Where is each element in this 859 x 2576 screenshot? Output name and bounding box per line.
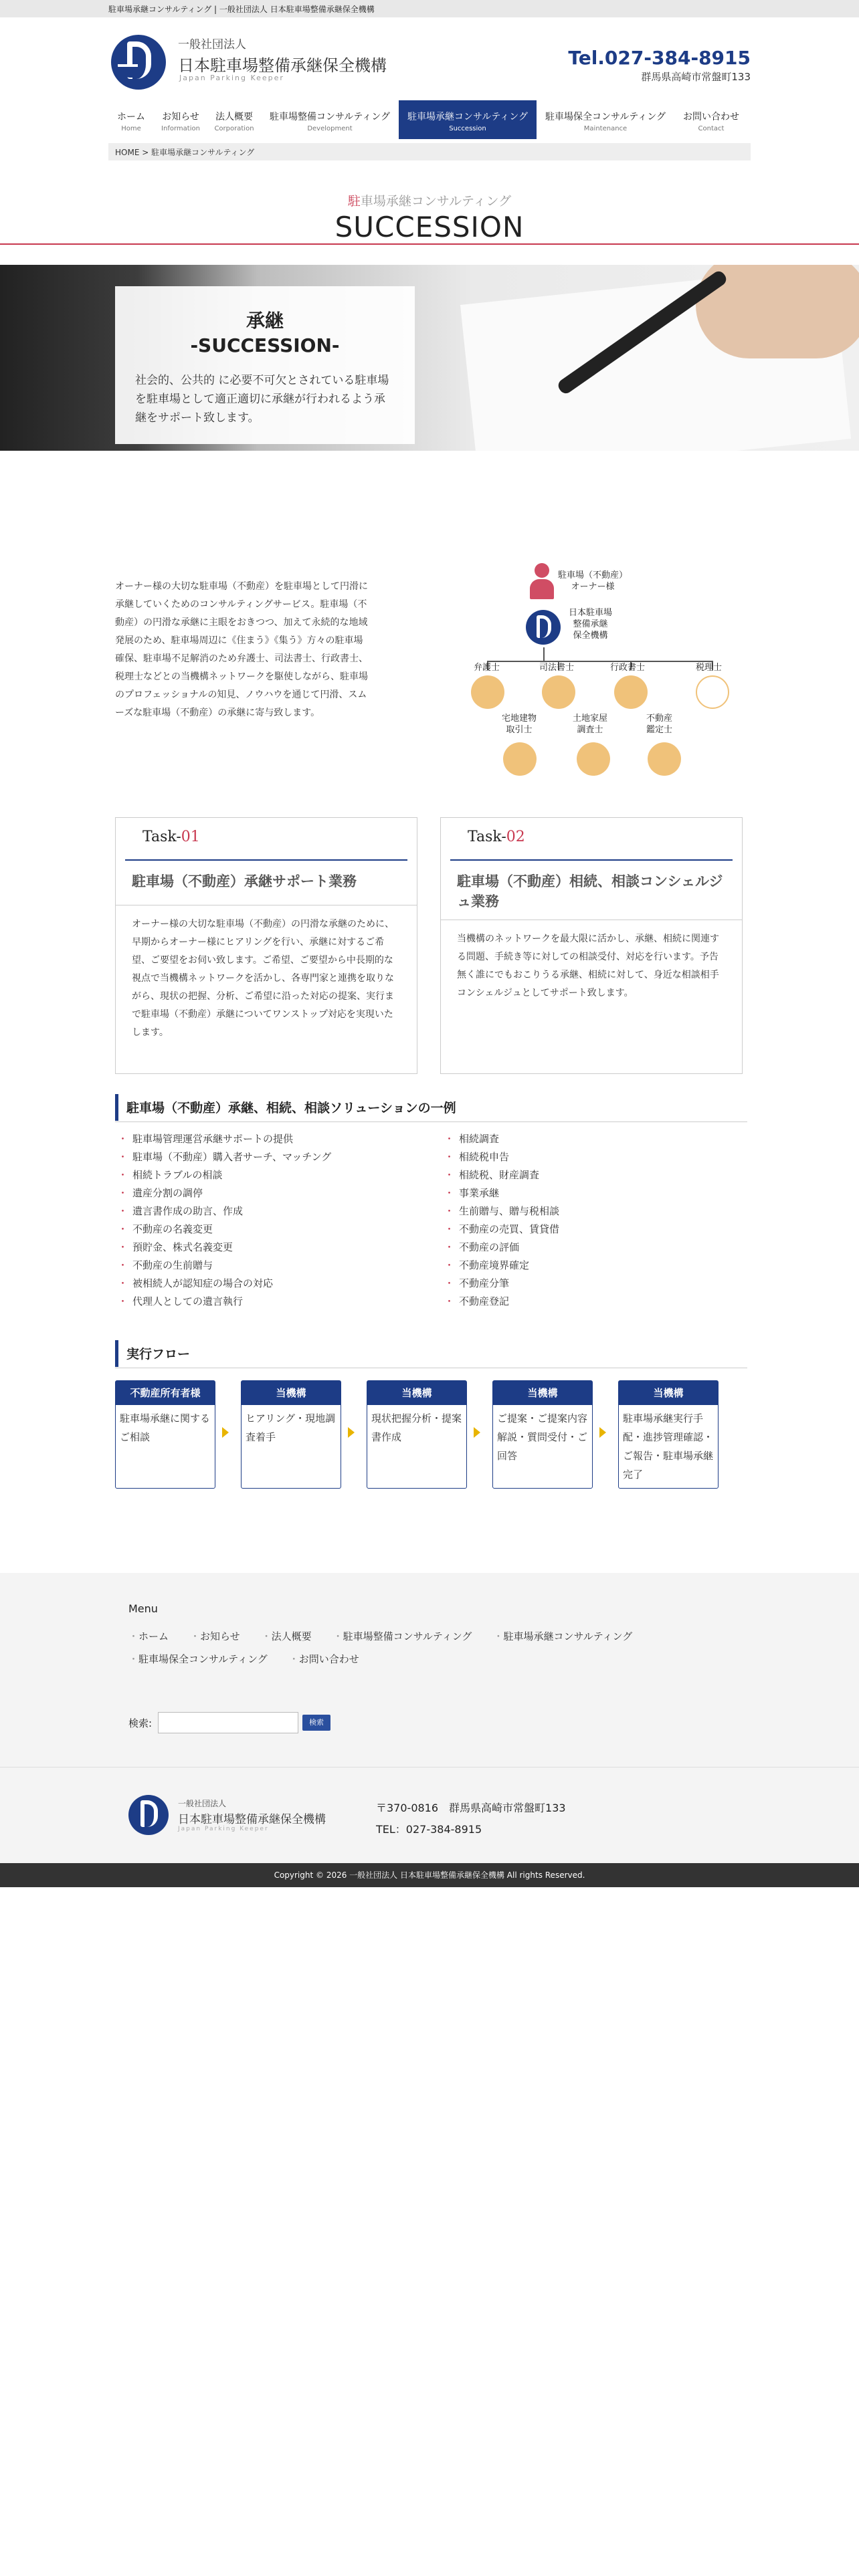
diagram-admin-scrivener: 行政書士: [610, 663, 646, 673]
diagram-realestate-broker: 宅地建物 取引士: [502, 714, 537, 735]
step-label: 当機構: [493, 1381, 592, 1405]
list-item: ・ 遺産分割の調停: [115, 1184, 331, 1202]
solutions-list-left: [115, 1130, 331, 1311]
nav-item-information[interactable]: [154, 100, 207, 139]
search-label: 検索:: [128, 1717, 153, 1729]
sunflower-icon: [542, 675, 575, 709]
task-card-01: [115, 817, 417, 1074]
list-item: ・ 被相続人が認知症の場合の対応: [115, 1275, 331, 1293]
solutions-list-right: [442, 1130, 559, 1311]
page-title-main: SUCCESSION: [335, 211, 524, 243]
step-label: 当機構: [619, 1381, 718, 1405]
footer-link-home[interactable]: ・ ホーム: [128, 1625, 169, 1648]
list-item: ・ 駐車場管理運営承継サポートの提供: [115, 1130, 331, 1148]
flow-step-5: [618, 1380, 719, 1489]
footer-link-maintenance[interactable]: ・ 駐車場保全コンサルティング: [128, 1648, 268, 1671]
org-en: Japan Parking Keeper: [179, 74, 284, 82]
hero-banner: [0, 265, 859, 451]
step-text: ご提案・ご提案内容解説・質問受付・ご回答: [497, 1412, 588, 1462]
nav-label: 駐車場整備コンサルティング: [270, 112, 390, 122]
diagram-tax-accountant: 税理士: [696, 663, 723, 673]
list-item: ・ 不動産の売買、賃貸借: [442, 1220, 559, 1239]
footer-org-en: Japan Parking Keeper: [178, 1826, 269, 1832]
footer-org-small: 一般社団法人: [178, 1799, 227, 1808]
diagram-appraiser: 不動産 鑑定士: [646, 714, 673, 735]
list-item: ・ 不動産の生前贈与: [115, 1257, 331, 1275]
nav-label: 法人概要: [215, 112, 253, 122]
footer-menu: [128, 1625, 731, 1671]
flow-arrow-icon: [474, 1427, 480, 1438]
step-label: 不動産所有者様: [116, 1381, 215, 1405]
nav-sublabel: Home: [121, 125, 141, 132]
list-item: ・ 不動産の名義変更: [115, 1220, 331, 1239]
task-underline: [125, 859, 407, 861]
hero-textbox: [115, 286, 415, 444]
owner-icon: [530, 563, 554, 599]
hero-heading: 承継: [246, 310, 284, 332]
diagram-connector: [487, 661, 712, 662]
list-item: ・ 不動産の評価: [442, 1239, 559, 1257]
global-nav: [108, 100, 751, 139]
site-header: [108, 32, 751, 96]
footer-org-name: 日本駐車場整備承継保全機構: [178, 1813, 326, 1826]
nav-label: ホーム: [117, 112, 145, 122]
task-title: 駐車場（不動産）相続、相談コンシェルジュ業務: [457, 873, 723, 909]
flow-heading: 実行フロー: [115, 1340, 744, 1367]
list-item: ・ 事業承継: [442, 1184, 559, 1202]
footer-link-contact[interactable]: ・ お問い合わせ: [289, 1648, 359, 1671]
list-item: ・ 相続税申告: [442, 1148, 559, 1166]
list-item: ・ 相続トラブルの相談: [115, 1166, 331, 1184]
chrysanthemum-icon: [696, 675, 729, 709]
task-label: Task-02: [468, 829, 525, 845]
sunrise-icon: [648, 742, 681, 776]
footer-link-development[interactable]: ・ 駐車場整備コンサルティング: [333, 1625, 472, 1648]
copyright: Copyright © 2026 一般社団法人 日本駐車場整備承継保全機構 All rights Reserved.: [0, 1863, 859, 1887]
top-bar: [0, 0, 859, 17]
nav-label: 駐車場承継コンサルティング: [407, 112, 528, 122]
nav-item-corporation[interactable]: [207, 100, 261, 139]
task-underline: [450, 859, 733, 861]
nav-item-home[interactable]: [108, 100, 154, 139]
hero-description: 社会的、公共的 に必要不可欠とされている駐車場を駐車場として適正適切に承継が行われるよう承継をサポート致します。: [135, 374, 389, 425]
nav-item-contact[interactable]: [674, 100, 748, 139]
org-small: 一般社団法人: [178, 38, 246, 51]
search-form: [128, 1716, 324, 1730]
flow-step-4: [492, 1380, 593, 1489]
step-text: 駐車場承継実行手配・進捗管理確認・ご報告・駐車場承継完了: [623, 1412, 714, 1481]
flower-badge-icon: [614, 675, 648, 709]
footer-tel: TEL：027-384-8915: [376, 1823, 482, 1836]
search-button[interactable]: 検索: [302, 1715, 330, 1731]
list-item: ・ 不動産分筆: [442, 1275, 559, 1293]
list-item: ・ 生前贈与、贈与税相談: [442, 1202, 559, 1220]
header-address: 群馬県高崎市常盤町133: [641, 71, 751, 83]
list-item: ・ 駐車場（不動産）購入者サーチ、マッチング: [115, 1148, 331, 1166]
flow-arrow-icon: [599, 1427, 606, 1438]
flow-arrow-icon: [348, 1427, 355, 1438]
intro-text: オーナー様の大切な駐車場（不動産）を駐車場として円滑に承継していくためのコンサルティングサービス。駐車場（不動産）の円滑な承継に主眼をおきつつ、加えて永続的な地域発展のため、駐車場周辺に《住まう》《集う》方々の駐車場確保、駐車場不足解消のため弁護士、司法書士、行政書士、税理士などとの当機構ネットワークを駆使しながら、駐車場のプロフェッショナルの知見、ノウハウを通じて円滑、スムーズな駐車場（不動産）の承継に寄与致します。: [115, 581, 368, 718]
solutions-heading: 駐車場（不動産）承継、相続、相談ソリューションの一例: [115, 1094, 744, 1121]
flow-step-2: [241, 1380, 341, 1489]
step-text: 駐車場承継に関するご相談: [120, 1412, 211, 1443]
subtitle-highlight: 駐: [347, 194, 361, 209]
nav-sublabel: Information: [161, 125, 200, 132]
diagram-center-label: 日本駐車場 整備承継 保全機構: [569, 608, 613, 641]
task-text: 当機構のネットワークを最大限に活かし、承継、相続に関連する問題、手続き等に対しての相談受付、対応を行います。予告無く誰にでもおこりうる承継、相続に対して、身近な相談相手コンシェルジュとしてサポート致します。: [457, 934, 719, 998]
nav-sublabel: Contact: [698, 125, 725, 132]
flow-arrow-icon: [222, 1427, 229, 1438]
nav-item-development[interactable]: [261, 100, 399, 139]
nav-label: 駐車場保全コンサルティング: [545, 112, 666, 122]
footer-address: [376, 1798, 566, 1840]
org-name: 日本駐車場整備承継保全機構: [178, 56, 387, 75]
flow-step-1: [115, 1380, 215, 1489]
nav-label: お問い合わせ: [683, 112, 739, 122]
top-bar-text: 駐車場承継コンサルティング | 一般社団法人 日本駐車場整備承継保全機構: [108, 5, 375, 14]
nav-label: お知らせ: [162, 112, 199, 122]
nav-item-succession[interactable]: [399, 100, 537, 139]
list-item: ・ 遺言書作成の助言、作成: [115, 1202, 331, 1220]
task-text: オーナー様の大切な駐車場（不動産）の円滑な承継のために、早期からオーナー様にヒアリングを行い、承継に対するご希望、ご要望をお伺い致します。ご希望、ご要望から中長期的な視点で当機構ネットワークを活かし、各専門家と連携を取りながら、現状の把握、分析、ご希望に沿った対応の提案、実行まで駐車場（不動産）承継についてワンストップ対応を実現いたします。: [132, 919, 394, 1038]
list-item: ・ 不動産登記: [442, 1293, 559, 1311]
search-input[interactable]: [158, 1712, 298, 1733]
flow-step-3: [367, 1380, 467, 1489]
list-item: ・ 不動産境界確定: [442, 1257, 559, 1275]
phone-number[interactable]: Tel.027-384-8915: [568, 47, 751, 69]
hero-heading-en: -SUCCESSION-: [190, 334, 340, 356]
diagram-owner-label: 駐車場（不動産） オーナー様: [558, 570, 628, 592]
page-subtitle: [0, 191, 859, 209]
footer-postal: 〒370-0816 群馬県高崎市常盤町133: [376, 1802, 566, 1814]
list-item: ・ 預貯金、株式名義変更: [115, 1239, 331, 1257]
footer-menu-heading: Menu: [128, 1602, 158, 1615]
list-item: ・ 相続調査: [442, 1130, 559, 1148]
diagram-land-surveyor: 土地家屋 調査士: [573, 714, 608, 735]
nav-item-maintenance[interactable]: [537, 100, 674, 139]
breadcrumb[interactable]: HOME > 駐車場承継コンサルティング: [108, 143, 751, 160]
bird-icon: [503, 742, 537, 776]
nav-sublabel: Development: [307, 125, 353, 132]
page-title: [0, 191, 859, 243]
subtitle-rest: 車場承継コンサルティング: [360, 194, 512, 209]
network-diagram: [468, 563, 736, 784]
hands-icon: [577, 742, 610, 776]
step-label: 当機構: [367, 1381, 466, 1405]
task-card-02: [440, 817, 743, 1074]
footer-link-corporation[interactable]: ・ 法人概要: [262, 1625, 312, 1648]
diagram-judicial-scrivener: 司法書士: [539, 663, 575, 673]
footer-link-information[interactable]: ・ お知らせ: [190, 1625, 240, 1648]
logo-icon[interactable]: [111, 35, 166, 90]
list-item: ・ 相続税、財産調査: [442, 1166, 559, 1184]
nav-sublabel: Succession: [449, 125, 486, 132]
step-text: 現状把握分析・提案書作成: [371, 1412, 462, 1443]
step-label: 当機構: [242, 1381, 341, 1405]
diagram-logo-icon: [526, 610, 561, 645]
scales-icon: [471, 675, 504, 709]
footer-logo-icon[interactable]: [128, 1795, 169, 1835]
footer-link-succession[interactable]: ・ 駐車場承継コンサルティング: [493, 1625, 632, 1648]
step-text: ヒアリング・現地調査着手: [246, 1412, 336, 1443]
nav-sublabel: Maintenance: [583, 125, 628, 132]
diagram-connector: [543, 647, 545, 661]
diagram-lawyer: 弁護士: [474, 663, 500, 673]
task-label: Task-01: [142, 829, 200, 845]
list-item: ・ 代理人としての遺言執行: [115, 1293, 331, 1311]
site-footer: [0, 1573, 859, 1863]
title-divider: [0, 243, 859, 245]
nav-sublabel: Corporation: [214, 125, 254, 132]
task-title: 駐車場（不動産）承継サポート業務: [132, 873, 357, 889]
